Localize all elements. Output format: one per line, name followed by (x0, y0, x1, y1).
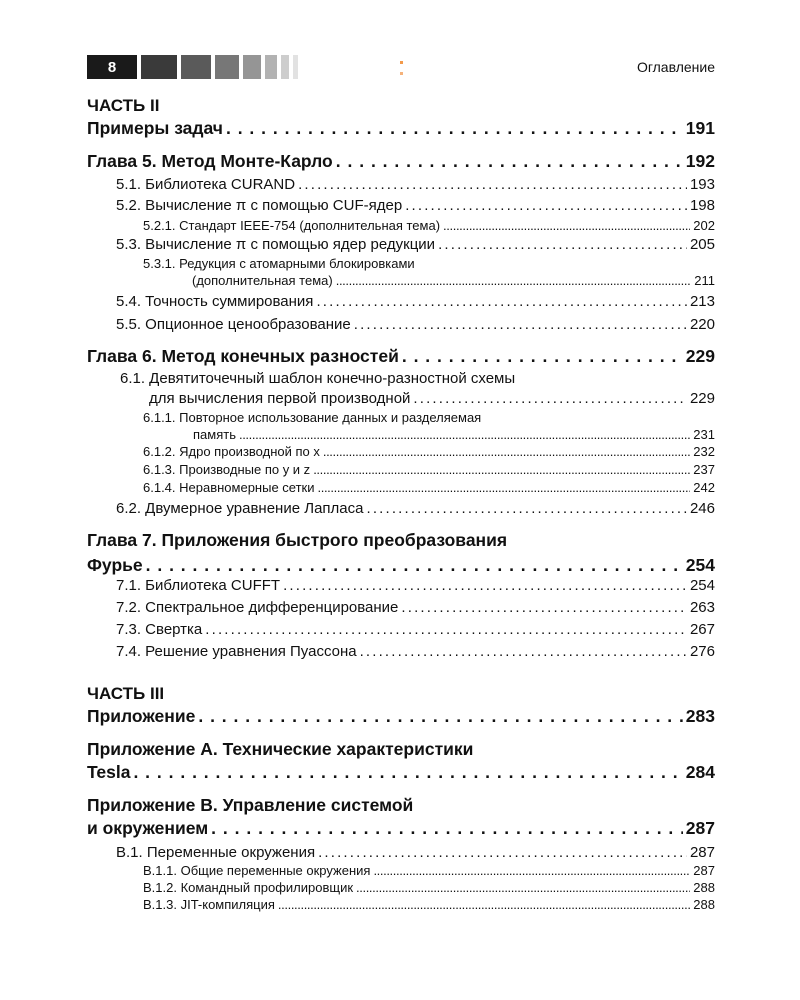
toc-title: В.1. Переменные окружения (116, 844, 316, 861)
toc-title: 6.1.2. Ядро производной по x (143, 444, 320, 459)
toc-appendix-entry[interactable] (87, 818, 715, 839)
toc-section-entry[interactable] (116, 643, 715, 660)
toc-title: (дополнительная тема) (192, 273, 333, 288)
toc-title: память (193, 427, 236, 442)
toc-section-entry[interactable] (116, 197, 715, 214)
part-label: ЧАСТЬ III (87, 684, 165, 703)
toc-page: 287 (685, 818, 715, 838)
page-number: 8 (87, 55, 137, 79)
toc-page: 198 (689, 197, 715, 214)
toc-section-entry[interactable] (116, 844, 715, 861)
leader-dots (298, 176, 687, 193)
toc-title: Приложение В. Управление системой (87, 795, 414, 815)
toc-section-entry[interactable] (116, 176, 715, 193)
leader-dots (226, 118, 683, 139)
toc-title: Приложение А. Технические характеристики (87, 739, 474, 759)
leader-dots (313, 462, 690, 477)
leader-dots (318, 480, 691, 495)
leader-dots (373, 863, 690, 878)
toc-title: 5.2.1. Стандарт IEEE-754 (дополнительная тема) (143, 218, 441, 233)
toc-title: В.1.2. Командный профилировщик (143, 880, 354, 895)
toc-page: 254 (685, 555, 715, 575)
toc-part-entry[interactable] (87, 706, 715, 727)
toc-page: 192 (685, 151, 715, 171)
leader-dots (401, 599, 687, 616)
toc-subsection-entry[interactable] (143, 218, 715, 233)
toc-subsection-entry[interactable] (143, 480, 715, 495)
toc-page: 287 (689, 844, 715, 861)
toc-page: 246 (689, 500, 715, 517)
toc-page: 267 (689, 621, 715, 638)
leader-dots (360, 643, 687, 660)
toc-page: 287 (693, 863, 715, 878)
leader-dots (239, 427, 690, 442)
leader-dots (205, 621, 687, 638)
toc-page: 284 (685, 762, 715, 782)
toc-page: 193 (689, 176, 715, 193)
toc-subsection-entry[interactable] (143, 863, 715, 878)
toc-title: и окружением (87, 818, 209, 838)
toc-page: 283 (685, 706, 715, 726)
leader-dots (402, 346, 683, 367)
leader-dots (198, 706, 682, 727)
toc-page: 288 (693, 880, 715, 895)
toc-title: 6.1. Девятиточечный шаблон конечно-разностной схемы (120, 370, 516, 387)
leader-dots (336, 273, 692, 288)
toc-page: 229 (685, 346, 715, 366)
leader-dots (438, 236, 687, 253)
toc-title: 5.2. Вычисление π с помощью CUF-ядер (116, 197, 403, 214)
leader-dots (354, 316, 687, 333)
leader-dots (323, 444, 690, 459)
part-label: ЧАСТЬ II (87, 96, 160, 115)
toc-section-entry[interactable] (116, 577, 715, 594)
toc-page: 237 (693, 462, 715, 477)
toc-page: 229 (689, 390, 715, 407)
toc-section-entry[interactable] (116, 599, 715, 616)
toc-page: 202 (693, 218, 715, 233)
leader-dots (413, 390, 687, 407)
toc-page: 220 (689, 316, 715, 333)
toc-title: Глава 5. Метод Монте-Карло (87, 151, 333, 171)
toc-title: Глава 6. Метод конечных разностей (87, 346, 399, 366)
toc-page: 213 (689, 293, 715, 310)
toc-page: 205 (689, 236, 715, 253)
toc-title: Фурье (87, 555, 143, 575)
leader-dots (366, 500, 686, 517)
toc-page: 231 (693, 427, 715, 442)
toc-part-entry[interactable] (87, 118, 715, 139)
toc-chapter-entry[interactable] (87, 346, 715, 367)
toc-chapter-entry[interactable] (87, 555, 715, 576)
toc-title: 6.1.1. Повторное использование данных и разделяемая (143, 410, 482, 425)
toc-page: 191 (685, 118, 715, 138)
toc-title: Tesla (87, 762, 131, 782)
toc-subsection-entry[interactable] (192, 273, 715, 288)
running-head: Оглавление (636, 59, 715, 75)
leader-dots (405, 197, 687, 214)
toc-section-entry[interactable] (116, 500, 715, 517)
leader-dots (133, 762, 682, 783)
toc-subsection-entry[interactable] (193, 427, 715, 442)
toc-section-entry[interactable] (116, 316, 715, 333)
toc-title: 7.3. Свертка (116, 621, 203, 638)
toc-title: В.1.3. JIT-компиляция (143, 897, 275, 912)
toc-title: 5.3. Вычисление π с помощью ядер редукции (116, 236, 436, 253)
toc-subsection-entry[interactable] (143, 880, 715, 895)
toc-page: 242 (693, 480, 715, 495)
toc-title: 7.1. Библиотека CUFFT (116, 577, 281, 594)
leader-dots (316, 293, 687, 310)
toc-title: 6.2. Двумерное уравнение Лапласа (116, 500, 364, 517)
toc-title: Приложение (87, 706, 196, 726)
leader-dots (278, 897, 690, 912)
toc-title: 5.1. Библиотека CURAND (116, 176, 296, 193)
toc-section-entry[interactable] (116, 293, 715, 310)
toc-title: Глава 7. Приложения быстрого преобразования (87, 530, 508, 550)
toc-title: В.1.1. Общие переменные окружения (143, 863, 371, 878)
toc-subsection-entry[interactable] (143, 444, 715, 459)
toc-title: 6.1.3. Производные по y и z (143, 462, 311, 477)
leader-dots (211, 818, 683, 839)
toc-section-entry[interactable] (149, 390, 715, 407)
leader-dots (356, 880, 690, 895)
leader-dots (318, 844, 687, 861)
toc-title: 5.5. Опционное ценообразование (116, 316, 351, 333)
toc-page: 211 (694, 273, 715, 288)
toc-page: 276 (689, 643, 715, 660)
toc-page: 263 (689, 599, 715, 616)
toc-page: 254 (689, 577, 715, 594)
toc-title: для вычисления первой производной (149, 390, 411, 407)
leader-dots (336, 151, 683, 172)
leader-dots (443, 218, 690, 233)
toc-appendix-entry[interactable] (87, 762, 715, 783)
toc-chapter-entry[interactable] (87, 151, 715, 172)
toc-title: 7.4. Решение уравнения Пуассона (116, 643, 357, 660)
toc-title: 7.2. Спектральное дифференцирование (116, 599, 399, 616)
toc-title: 6.1.4. Неравномерные сетки (143, 480, 315, 495)
toc-title: 5.4. Точность суммирования (116, 293, 314, 310)
toc-subsection-entry[interactable] (143, 897, 715, 912)
toc-title: Примеры задач (87, 118, 223, 138)
leader-dots (146, 555, 683, 576)
toc-section-entry[interactable] (116, 236, 715, 253)
toc-page: 232 (693, 444, 715, 459)
toc-page: 288 (693, 897, 715, 912)
toc-title: 5.3.1. Редукция с атомарными блокировками (143, 256, 415, 271)
toc-subsection-entry[interactable] (143, 462, 715, 477)
toc-section-entry[interactable] (116, 621, 715, 638)
leader-dots (283, 577, 687, 594)
